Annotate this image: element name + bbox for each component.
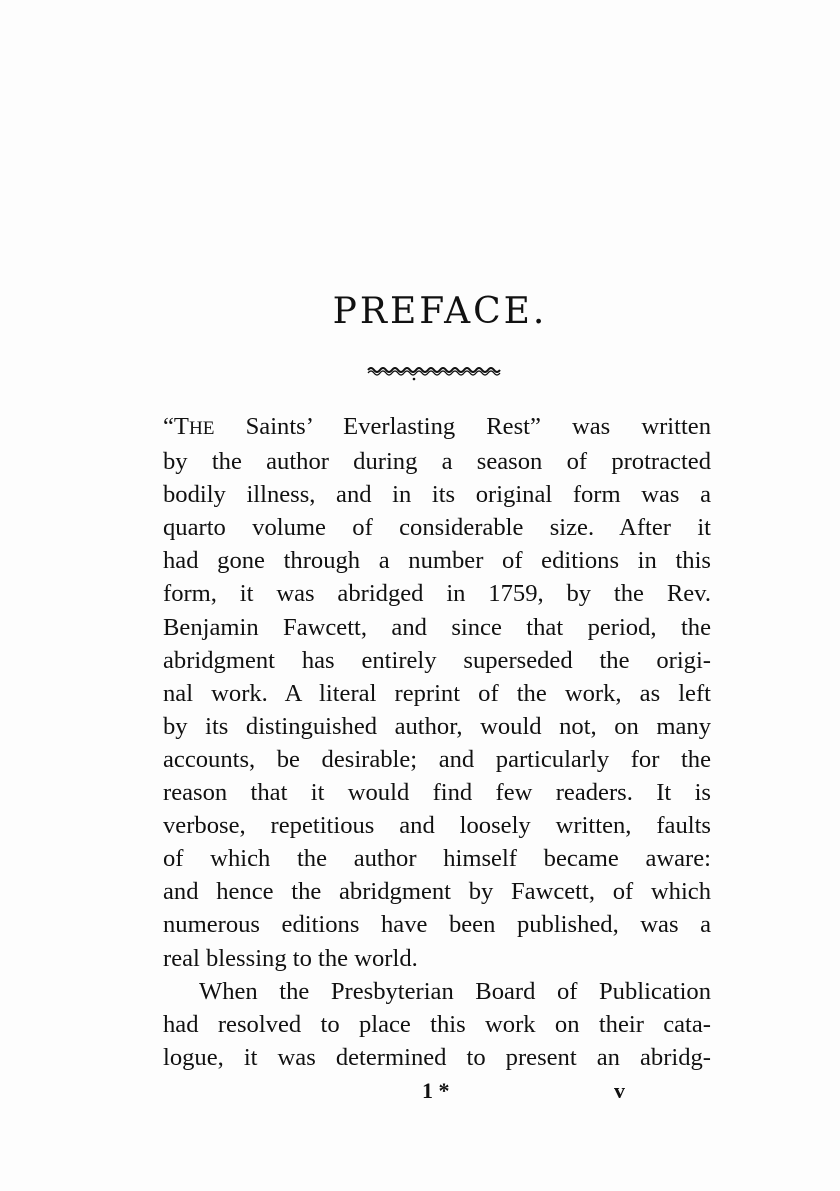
text-line: quarto volume of considerable size. After it: [163, 514, 711, 542]
text-line: had resolved to place this work on their cata-: [163, 1010, 711, 1038]
text-line: Benjamin Fawcett, and since that period, the: [163, 613, 711, 641]
text-line: by the author during a season of protracted: [163, 448, 711, 476]
text-line: verbose, repetitious and loosely written, faults: [163, 812, 711, 840]
text-line: real blessing to the world.: [163, 944, 418, 972]
text-line: had gone through a number of editions in this: [163, 547, 711, 575]
text-line: abridgment has entirely superseded the origi-: [163, 646, 711, 674]
text-line: by its distinguished author, would not, on many: [163, 712, 711, 740]
text-line: “THE Saints’ Everlasting Rest” was written: [163, 413, 711, 440]
signature-mark: 1 *: [422, 1078, 450, 1103]
text-line: numerous editions have been published, was a: [163, 911, 711, 939]
text-line: logue, it was determined to present an abridg-: [163, 1043, 711, 1071]
page-footer: [0, 1078, 840, 1108]
page-number: v: [614, 1078, 625, 1103]
wavy-rule-ornament: [366, 362, 502, 382]
page-title: PREFACE.: [332, 291, 548, 332]
text-line: and hence the abridgment by Fawcett, of which: [163, 878, 711, 906]
text-line: accounts, be desirable; and particularly for the: [163, 745, 711, 773]
text-line: bodily illness, and in its original form was a: [163, 481, 711, 509]
paragraph-1: [163, 410, 711, 975]
text-line: When the Presbyterian Board of Publication: [199, 977, 711, 1005]
preface-body: [163, 410, 711, 1074]
text-line: of which the author himself became aware:: [163, 845, 711, 873]
text-line: form, it was abridged in 1759, by the Rev.: [163, 580, 711, 608]
text-line: reason that it would find few readers. It is: [163, 779, 711, 807]
paragraph-2: [163, 975, 711, 1074]
text-line: nal work. A literal reprint of the work, as left: [163, 679, 711, 707]
